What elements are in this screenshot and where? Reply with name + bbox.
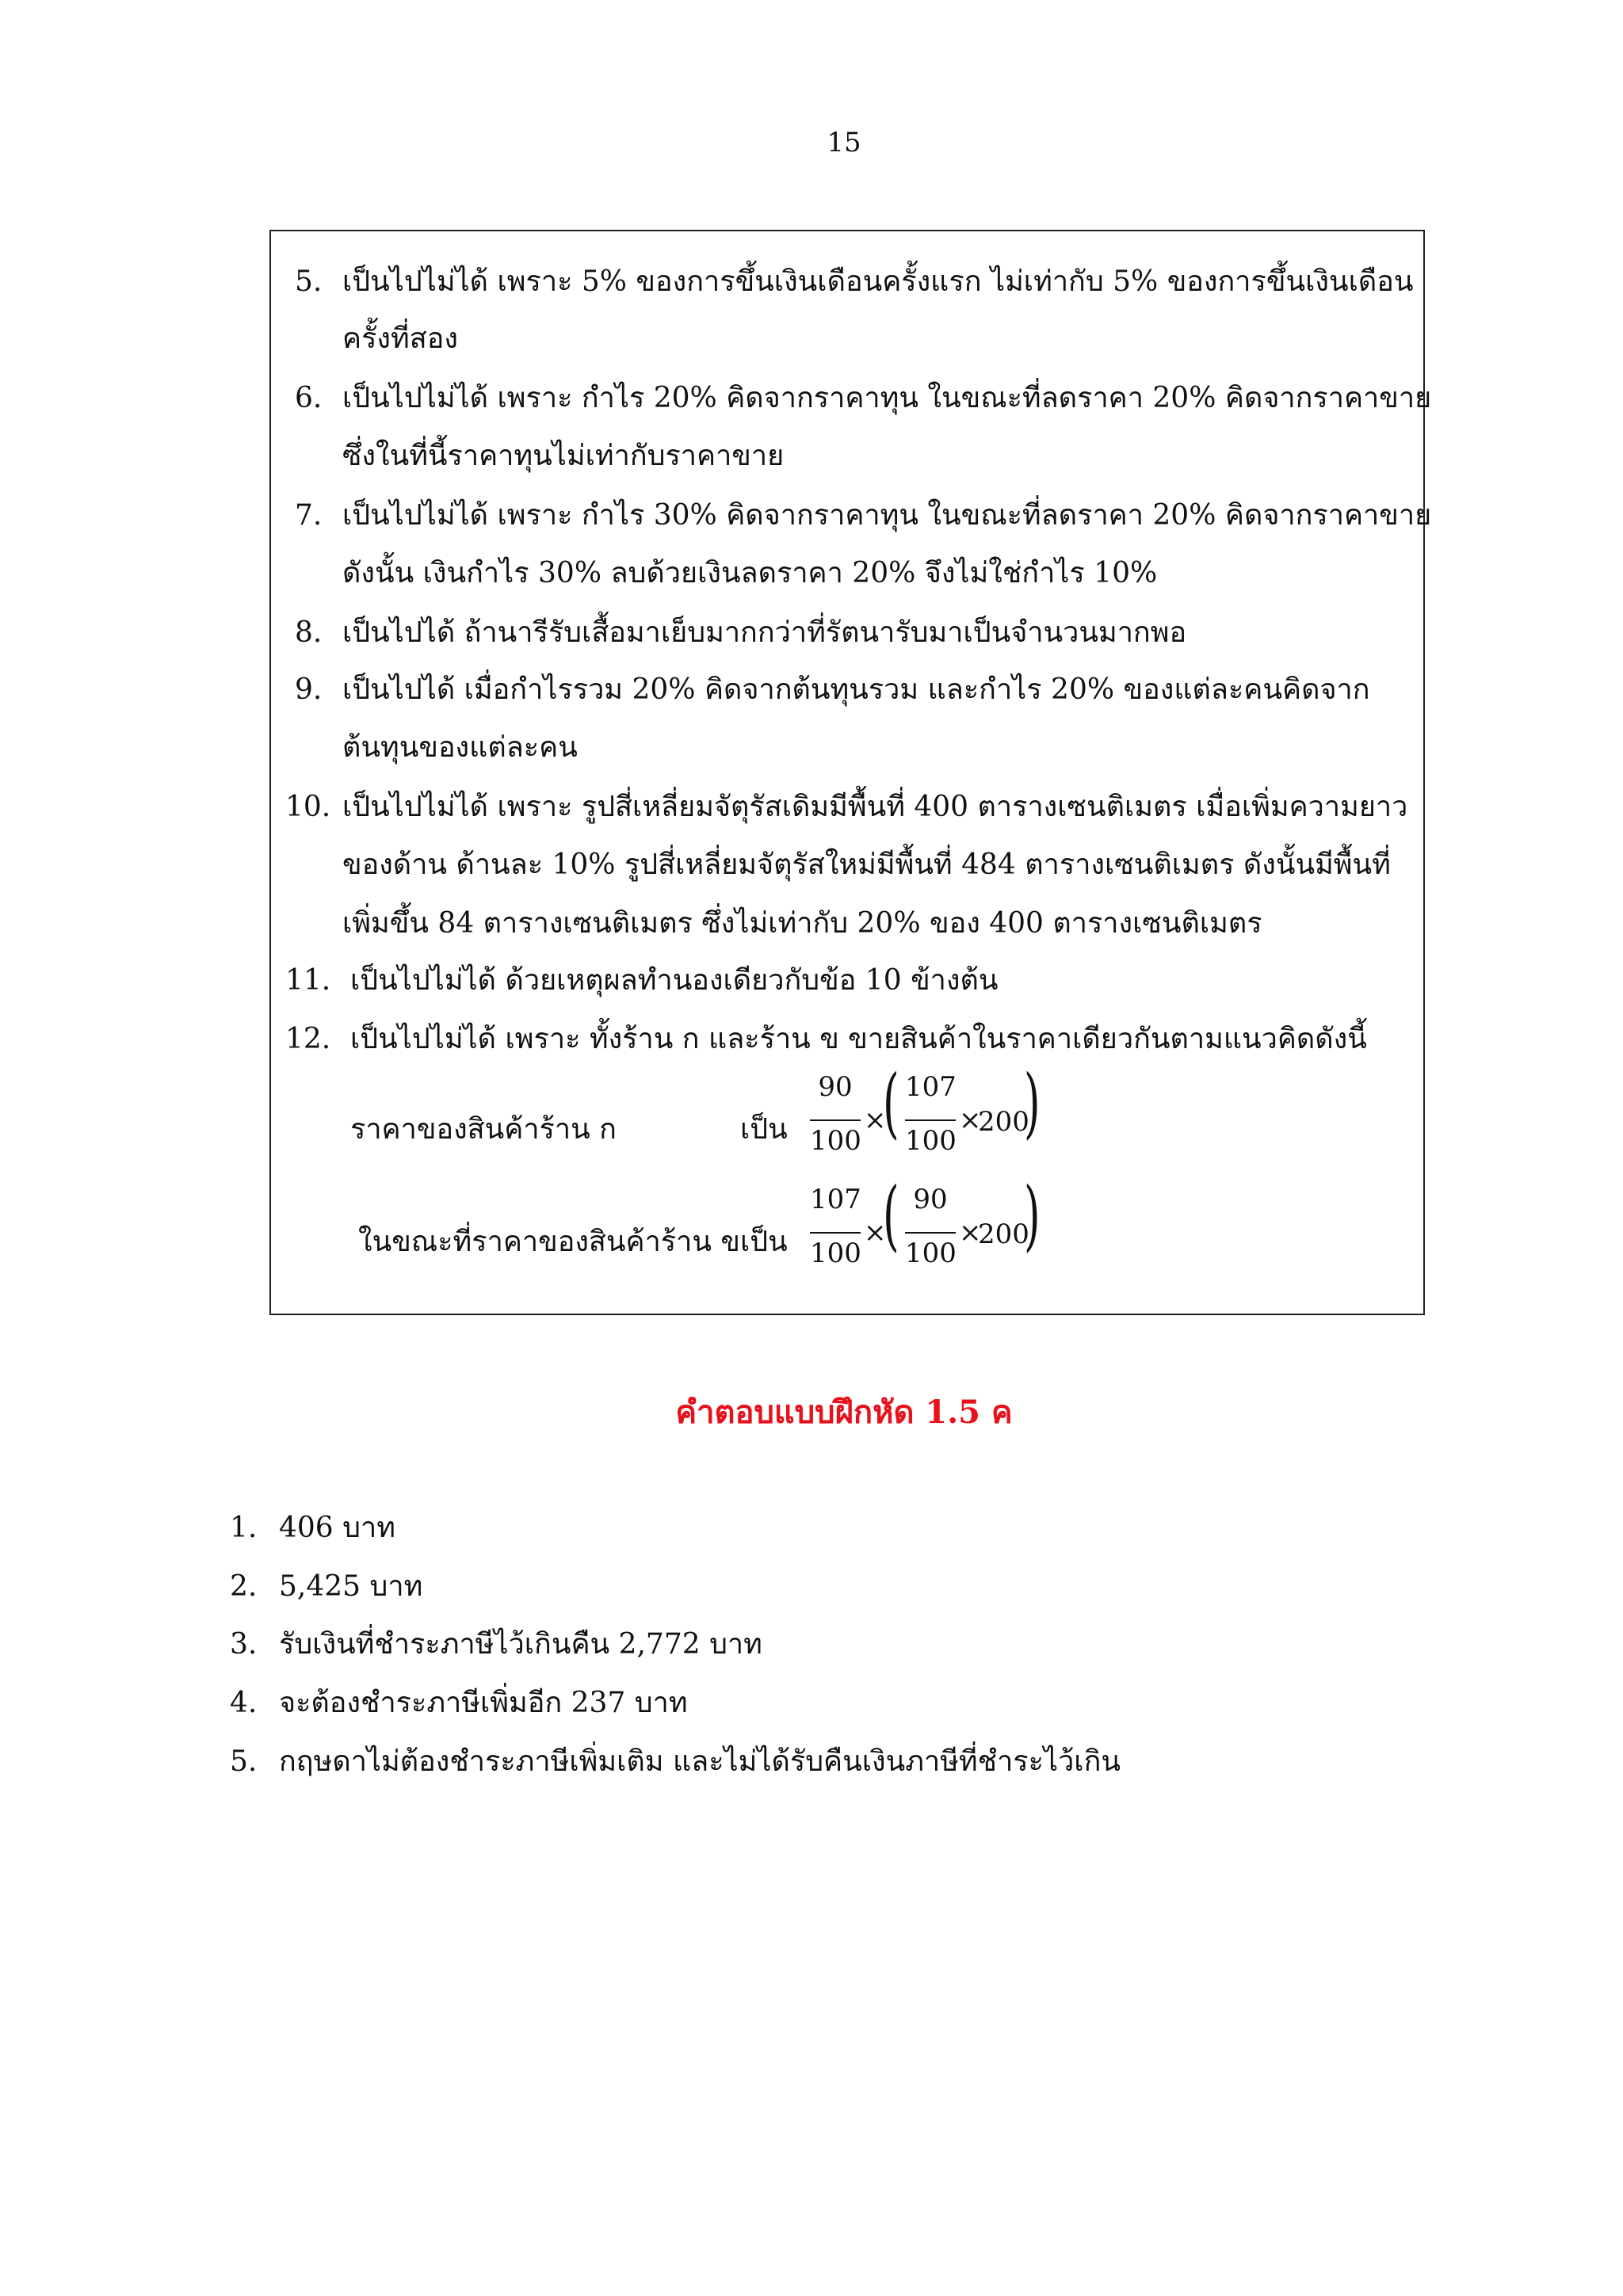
right-paren: )	[1024, 1171, 1041, 1260]
fraction-bar	[905, 1232, 956, 1234]
right-paren: )	[1024, 1058, 1041, 1147]
section-title: คำตอบแบบฝึกหัด 1.5 ค	[675, 1394, 1013, 1431]
left-paren: (	[883, 1171, 899, 1260]
item-text: ต้นทุนของแต่ละคน	[342, 731, 578, 764]
answer-text: 5,425 บาท	[279, 1570, 423, 1603]
left-paren: (	[883, 1058, 899, 1147]
item-number: 10.	[285, 791, 331, 823]
fraction-numerator: 107	[905, 1071, 957, 1103]
answer-number: 4.	[230, 1687, 258, 1719]
item-text: เป็นไปไม่ได้ เพราะ 5% ของการขึ้นเงินเดือนครั้งแรก ไม่เท่ากับ 5% ของการขึ้นเงินเดือน	[342, 265, 1414, 298]
item-text: เพิ่มขึ้น 84 ตารางเซนติเมตร ซึ่งไม่เท่ากับ 20% ของ 400 ตารางเซนติเมตร	[342, 907, 1262, 940]
fraction-bar	[810, 1232, 861, 1234]
fraction-numerator: 107	[810, 1184, 861, 1215]
times-sign: ×	[864, 1104, 887, 1136]
formula-is: เป็น	[740, 1113, 788, 1146]
item-text: เป็นไปได้ เมื่อกำไรรวม 20% คิดจากต้นทุนรวม และกำไร 20% ของแต่ละคนคิดจาก	[342, 673, 1370, 706]
item-text: เป็นไปได้ ถ้านารีรับเสื้อมาเย็บมากกว่าที่รัตนารับมาเป็นจำนวนมากพอ	[342, 616, 1187, 649]
item-text: เป็นไปไม่ได้ เพราะ กำไร 30% คิดจากราคาทุน ในขณะที่ลดราคา 20% คิดจากราคาขาย	[342, 499, 1432, 532]
item-number: 8.	[295, 616, 323, 649]
formula-label: ในขณะที่ราคาของสินค้าร้าน ข	[358, 1226, 741, 1258]
page-number: 15	[827, 127, 861, 158]
item-number: 11.	[285, 964, 331, 997]
item-text: ครั้งที่สอง	[342, 322, 458, 355]
item-text: เป็นไปไม่ได้ เพราะ กำไร 20% คิดจากราคาทุน ในขณะที่ลดราคา 20% คิดจากราคาขาย	[342, 382, 1432, 414]
item-text: เป็นไปไม่ได้ เพราะ ทั้งร้าน ก และร้าน ข ขายสินค้าในราคาเดียวกันตามแนวคิดดังนี้	[350, 1023, 1367, 1055]
answer-text: กฤษดาไม่ต้องชำระภาษีเพิ่มเติม และไม่ได้รับคืนเงินภาษีที่ชำระไว้เกิน	[279, 1745, 1121, 1778]
item-text: เป็นไปไม่ได้ ด้วยเหตุผลทำนองเดียวกับข้อ 10 ข้างต้น	[350, 964, 999, 997]
item-text: เป็นไปไม่ได้ เพราะ รูปสี่เหลี่ยมจัตุรัสเดิมมีพื้นที่ 400 ตารางเซนติเมตร เมื่อเพิ่มความยาว	[342, 791, 1408, 823]
answer-number: 2.	[230, 1570, 258, 1603]
item-number: 5.	[295, 265, 323, 298]
fraction-numerator: 90	[818, 1071, 853, 1103]
item-number: 6.	[295, 382, 323, 414]
fraction-denominator: 100	[905, 1125, 957, 1157]
item-number: 7.	[295, 499, 323, 532]
item-text: ของด้าน ด้านละ 10% รูปสี่เหลี่ยมจัตุรัสใหม่มีพื้นที่ 484 ตารางเซนติเมตร ดังนั้นมีพื้นที่	[342, 849, 1391, 881]
times-sign: ×	[959, 1104, 982, 1136]
fraction-denominator: 100	[905, 1238, 957, 1269]
answer-text: รับเงินที่ชำระภาษีไว้เกินคืน 2,772 บาท	[279, 1628, 762, 1661]
factor: 200	[978, 1106, 1029, 1138]
item-number: 12.	[285, 1023, 331, 1055]
answer-box	[269, 230, 1432, 1315]
answer-text: จะต้องชำระภาษีเพิ่มอีก 237 บาท	[279, 1687, 688, 1719]
fraction-bar	[810, 1119, 861, 1121]
item-text: ซึ่งในที่นี้ราคาทุนไม่เท่ากับราคาขาย	[342, 440, 785, 472]
answer-text: 406 บาท	[279, 1512, 395, 1544]
formula-label: ราคาของสินค้าร้าน ก	[350, 1113, 617, 1146]
fraction-numerator: 90	[913, 1184, 948, 1215]
fraction-denominator: 100	[810, 1238, 861, 1269]
times-sign: ×	[959, 1217, 982, 1249]
times-sign: ×	[864, 1217, 887, 1249]
item-number: 9.	[295, 673, 323, 706]
answer-number: 3.	[230, 1628, 258, 1661]
item-text: ดังนั้น เงินกำไร 30% ลบด้วยเงินลดราคา 20% จึงไม่ใช่กำไร 10%	[342, 557, 1158, 589]
fraction-denominator: 100	[810, 1125, 861, 1157]
fraction-bar	[905, 1119, 956, 1121]
answer-number: 5.	[230, 1745, 258, 1778]
formula-is: เป็น	[740, 1226, 788, 1258]
answer-number: 1.	[230, 1512, 258, 1544]
factor: 200	[978, 1219, 1029, 1250]
